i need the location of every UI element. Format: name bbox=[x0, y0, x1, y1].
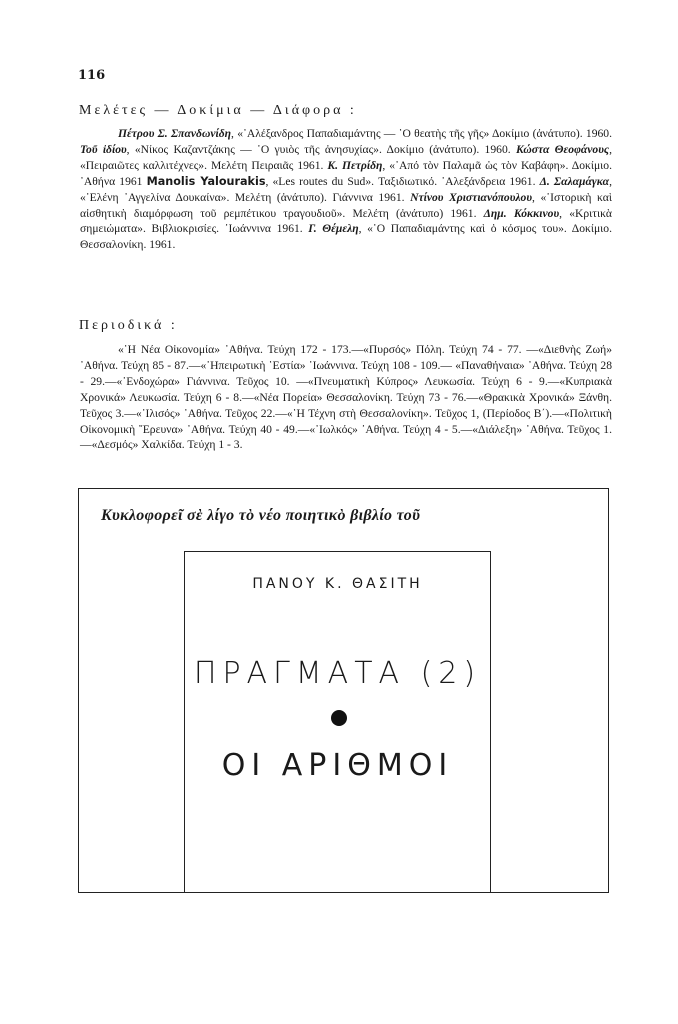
text-run: , «Les routes du Sud». Ταξιδιωτικό. ᾿Αλεξάνδρεια 1961. bbox=[265, 174, 540, 188]
text-run: , «Κριτικὰ σημειώματα». Βιβλιοκρισίες. ᾿Ιωάννινα 1961. bbox=[80, 206, 612, 236]
book-title-line-1: ΠΡΑΓΜΑΤΑ (2) bbox=[193, 656, 482, 691]
text-run: , «᾿Αλέξανδρος Παπαδιαμάντης — ῾Ο θεατὴς τῆς γῆς» Δοκίμιο (ἀνάτυπο). 1960. bbox=[231, 127, 612, 140]
author-name: Γ. Θέμελη bbox=[308, 222, 359, 236]
bullet-dot-icon bbox=[331, 710, 347, 726]
advert-intro-text: Κυκλοφορεῖ σὲ λίγο τὸ νέο ποιητικὸ βιβλίο τοῦ bbox=[101, 507, 421, 524]
author-name: Ντίνου Χριστιανόπουλου bbox=[410, 190, 532, 204]
author-name: Τοῦ ἰδίου bbox=[80, 142, 127, 156]
section-title-studies: Μελέτες — Δοκίμια — Διάφορα : bbox=[79, 103, 357, 118]
text-run: , «᾿Από τὸν Παλαμᾶ ὡς τὸν Καβάφη». Δοκίμιο. ᾿Αθήνα 1961 bbox=[80, 158, 612, 188]
studies-paragraph bbox=[80, 126, 612, 253]
book-cover bbox=[184, 551, 491, 893]
book-title-line-2: ΟΙ ΑΡΙΘΜΟΙ bbox=[221, 748, 454, 783]
periodicals-paragraph bbox=[80, 342, 612, 453]
text-run: , «᾿Ελένη ᾿Αγγελίνα Δουκαίνα». Μελέτη (ἀνάτυπο). Γιάννινα 1961. bbox=[80, 174, 612, 204]
text-run: , «Πειραιῶτες καλλιτέχνες». Μελέτη Πειραιᾶς 1961. bbox=[80, 142, 612, 172]
text-run: , «῾Ιστορικὴ καὶ αἰσθητικὴ διαμόρφωση τοῦ ρεμπέτικου τραγουδιοῦ». Μελέτη (ἀνάτυπο) 1961. bbox=[80, 190, 612, 220]
author-name: Κώστα Θεοφάνους bbox=[515, 142, 610, 156]
text-run: , «῾Ο Παπαδιαμάντης καὶ ὁ κόσμος του». Δοκίμιο. Θεσσαλονίκη. 1961. bbox=[80, 222, 612, 252]
author-name: Κ. Πετρίδη bbox=[327, 158, 383, 172]
section-title-periodicals: Περιοδικά : bbox=[79, 318, 178, 333]
author-name: Δημ. Κόκκινου bbox=[483, 206, 560, 220]
author-name: Δ. Σαλαμάγκα bbox=[539, 174, 610, 188]
book-author: ΠΑΝΟΥ Κ. ΘΑΣΙΤΗ bbox=[252, 576, 423, 592]
text-run: «῾Η Νέα Οἰκονομία» ᾿Αθήνα. Τεύχη 172 - 173.—«Πυρσός» Πόλη. Τεύχη 74 - 77. —«Διεθνὴς Ζωή» ᾿Αθήνα. Τεύχη 85 - 87.—«᾿Ηπειρωτικὴ ῾Εστία» ᾿Ιωάννινα. Τεύχη 108 - 109.— «Παναθήναια» ᾿Αθήνα. Τεύχη 28 - 29.—«᾿Ενδοχώρα» Γιάννινα. Τεῦχος 10. —«Πνευματικὴ Κύπρος» Λευκωσία. Τεύχη 6 - 9.—«Κυπριακὰ Χρονικά» Λευκωσία. Τεύχη 6 - 8.—«Νέα Πορεία» Θεσσαλονίκη. Τεύχη 73 - 76.—«Θρακικὰ Χρονικά» Ξάνθη. Τεῦχος 3.—«᾿Ιλισός» ᾿Αθήνα. Τεῦχος 22.—«῾Η Τέχνη στὴ Θεσσαλονίκη». Τεῦχος 1, (Περίοδος Β΄).—«Πολιτικὴ Οἰκονομικὴ ῎Ερευνα» ᾿Αθήνα. Τεύχη 40 - 49.—«᾿Ιωλκός» ᾿Αθήνα. Τεύχη 4 - 5.—«Διάλεξη» ᾿Αθήνα. Τεῦχος 1.—«Δεσμός» Χαλκίδα. Τεύχη 1 - 3. bbox=[80, 343, 612, 452]
text-run: , «Νίκος Καζαντζάκης — ῾Ο γυιὸς τῆς ἀνησυχίας». Δοκίμιο (ἀνάτυπο). 1960. bbox=[126, 142, 516, 156]
book-advertisement bbox=[78, 488, 609, 893]
page-number: 116 bbox=[78, 68, 106, 83]
author-name-latin: Manolis Yalourakis bbox=[146, 174, 266, 188]
author-name: Πέτρου Σ. Σπανδωνίδη bbox=[118, 127, 232, 140]
